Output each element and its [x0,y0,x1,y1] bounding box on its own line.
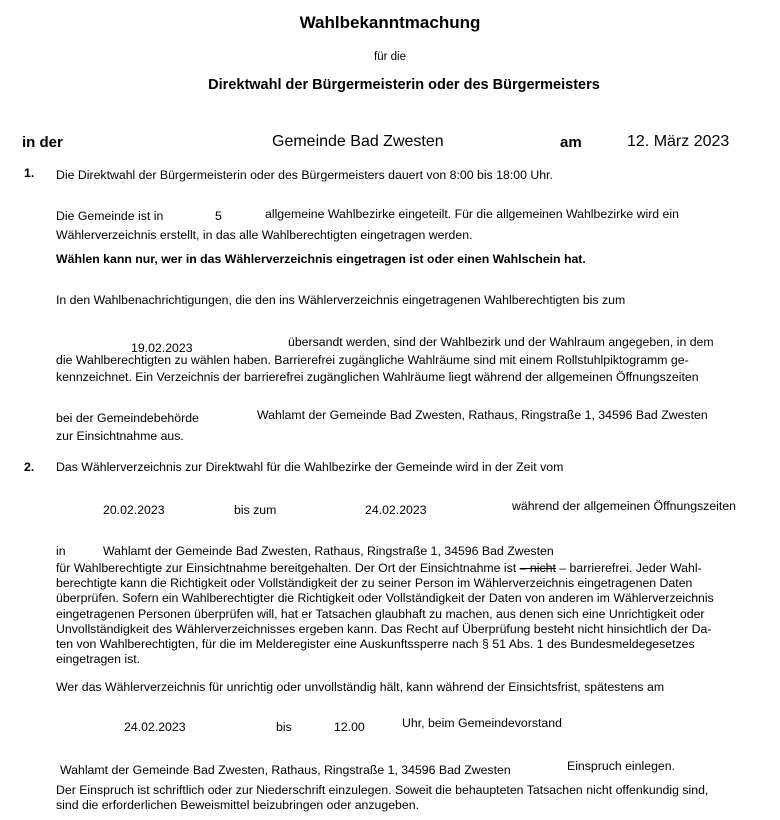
bis-zum-label: bis zum [234,503,277,517]
section-1-number: 1. [24,166,35,180]
election-title: Direktwahl der Bürgermeisterin oder des Bürgermeisters [208,77,600,93]
notice-line-2: die Wahlberechtigten zu wählen haben. Barrierefrei zugängliche Wahlräume sind mit einem Rollstuhlpiktogramm ge- [56,353,689,367]
am-label: am [560,134,582,151]
section-1-intro: Die Direktwahl der Bürgermeisterin oder des Bürgermeisters dauert von 8:00 bis 18:00 Uhr. [56,168,553,182]
objection-action: Einspruch einlegen. [567,759,676,773]
page-subtitle: für die [374,51,406,63]
districts-count: 5 [215,209,222,223]
deadline-time: 12.00 [334,720,365,734]
inspection-to-date: 24.02.2023 [365,503,427,517]
in-der-label: in der [22,134,63,151]
final-paragraph-line: Der Einspruch ist schriftlich oder zur Niederschrift einzulegen. Soweit die behaupteten Tatsachen nicht offenkundig sind, [56,783,709,797]
deadline-date: 24.02.2023 [124,720,186,734]
districts-line-2: Wählerverzeichnis erstellt, in das alle Wahlberechtigten eingetragen werden. [56,228,473,242]
deadline-bis: bis [276,720,292,734]
struck-text: – nicht [519,561,556,575]
final-paragraph [56,783,708,813]
inspection-paragraph-line: berechtigte kann die Richtigkeit oder Vollständigkeit der zu seiner Person im Wählerverzeichnis eingetragenen Daten [56,576,693,591]
notice-line: In den Wahlbenachrichtigungen, die den ins Wählerverzeichnis eingetragenen Wahlberechtigten bis zum [56,293,626,307]
inspection-paragraph-line: Unvollständigkeit des Wählerverzeichnisses ergeben kann. Das Recht auf Überprüfung besteht nicht hinsichtlich der Da- [56,621,712,636]
notice-after: übersandt werden, sind der Wahlbezirk und der Wahlraum angegeben, in dem [288,335,714,349]
inspection-paragraph-line-1: für Wahlberechtigte zur Einsichtnahme bereitgehalten. Der Ort der Einsichtnahme ist – nicht – barrierefrei. Jeder Wahl- [56,561,702,575]
authority-end: zur Einsichtnahme aus. [56,429,184,443]
notice-date: 19.02.2023 [131,341,193,355]
inspection-paragraph [56,561,714,667]
inspection-paragraph-line: überprüfen. Sofern ein Wahlberechtigter die Richtigkeit oder Vollständigkeit der Daten von anderen im Wählerverzeichnis [56,591,714,606]
opening-hours: während der allgemeinen Öffnungszeiten [512,499,736,513]
inspection-paragraph-line: eingetragen ist. [56,652,141,667]
notice-line-3: kennzeichnet. Ein Verzeichnis der barrierefrei zugänglichen Wahlräume liegt während der allgemeinen Öffnungszeiten [56,370,699,384]
section-2-intro: Das Wählerverzeichnis zur Direktwahl für die Wahlbezirke der Gemeinde wird in der Zeit vom [56,460,564,474]
municipality-name: Gemeinde Bad Zwesten [272,133,444,150]
page-title: Wahlbekanntmachung [299,13,481,32]
inspection-location: Wahlamt der Gemeinde Bad Zwesten, Rathaus, Ringstraße 1, 34596 Bad Zwesten [103,544,554,558]
section-2-number: 2. [24,460,35,474]
final-paragraph-line: sind die erforderlichen Beweismittel beizubringen oder anzugeben. [56,798,419,813]
in-label: in [56,544,66,558]
eligibility-statement: Wählen kann nur, wer in das Wählerverzeichnis eingetragen ist oder einen Wahlschein hat. [56,252,586,266]
election-date: 12. März 2023 [627,133,730,150]
authority-label: bei der Gemeindebehörde [56,411,199,425]
inspection-from-date: 20.02.2023 [103,503,165,517]
authority-value: Wahlamt der Gemeinde Bad Zwesten, Rathaus, Ringstraße 1, 34596 Bad Zwesten [257,408,708,422]
districts-prefix: Die Gemeinde ist in [56,209,164,223]
inspection-paragraph-line: eingetragenen Personen überprüfen will, hat er Tatsachen glaubhaft zu machen, aus denen sich eine Unrichtigkeit oder [56,606,705,621]
objection-location: Wahlamt der Gemeinde Bad Zwesten, Rathaus, Ringstraße 1, 34596 Bad Zwesten [60,763,511,777]
deadline-suffix: Uhr, beim Gemeindevorstand [402,716,562,730]
districts-suffix: allgemeine Wahlbezirke eingeteilt. Für die allgemeinen Wahlbezirke wird ein [265,207,679,221]
objection-line: Wer das Wählerverzeichnis für unrichtig oder unvollständig hält, kann während der Einsichtsfrist, spätestens am [56,680,665,694]
inspection-paragraph-line: ten von Wahlberechtigten, für die im Melderegister eine Auskunftssperre nach § 51 Abs. 1 des Bundesmeldegesetzes [56,637,695,652]
